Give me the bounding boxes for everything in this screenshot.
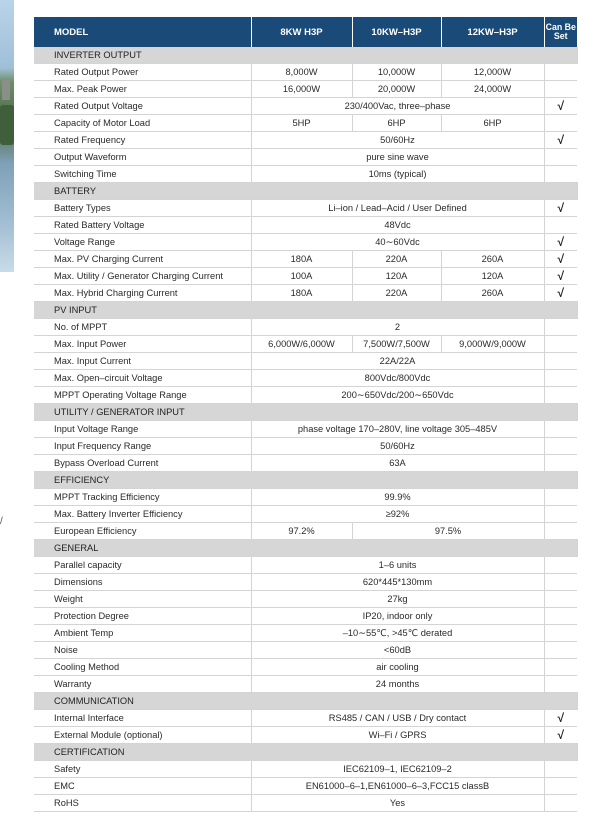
can-be-set-cell: [544, 557, 577, 574]
spec-value: 620*445*130mm: [251, 574, 544, 591]
spec-label: MPPT Operating Voltage Range: [34, 387, 251, 404]
spec-value: 97.5%: [352, 523, 544, 540]
section-row: [34, 404, 577, 421]
spec-value: 260A: [441, 251, 544, 268]
spec-value: 6,000W/6,000W: [251, 336, 352, 353]
section-title: INVERTER OUTPUT: [34, 47, 577, 64]
spec-value: RS485 / CAN / USB / Dry contact: [251, 710, 544, 727]
spec-label: Rated Output Voltage: [34, 98, 251, 115]
check-icon: √: [544, 251, 577, 268]
spec-value: EN61000–6–1,EN61000–6–3,FCC15 classB: [251, 778, 544, 795]
spec-label: Ambient Temp: [34, 625, 251, 642]
header-model: MODEL: [34, 17, 251, 47]
can-be-set-cell: [544, 455, 577, 472]
spec-row: [34, 591, 577, 608]
spec-row: [34, 387, 577, 404]
spec-value: 99.9%: [251, 489, 544, 506]
can-be-set-cell: [544, 489, 577, 506]
can-be-set-cell: [544, 81, 577, 98]
spec-row: [34, 64, 577, 81]
spec-value: Li–ion / Lead–Acid / User Defined: [251, 200, 544, 217]
spec-label: Max. Input Current: [34, 353, 251, 370]
header-row: [34, 17, 577, 47]
spec-value: –10∼55℃, >45℃ derated: [251, 625, 544, 642]
section-title: COMMUNICATION: [34, 693, 577, 710]
spec-label: MPPT Tracking Efficiency: [34, 489, 251, 506]
spec-label: Battery Types: [34, 200, 251, 217]
spec-row: [34, 438, 577, 455]
spec-row: [34, 421, 577, 438]
section-title: UTILITY / GENERATOR INPUT: [34, 404, 577, 421]
section-row: [34, 744, 577, 761]
spec-value: 6HP: [441, 115, 544, 132]
spec-value: 800Vdc/800Vdc: [251, 370, 544, 387]
spec-value: <60dB: [251, 642, 544, 659]
spec-row: [34, 149, 577, 166]
spec-value: 50/60Hz: [251, 438, 544, 455]
spec-value: 2: [251, 319, 544, 336]
section-row: [34, 472, 577, 489]
can-be-set-cell: [544, 115, 577, 132]
can-be-set-cell: [544, 336, 577, 353]
section-title: PV INPUT: [34, 302, 577, 319]
spec-label: Rated Output Power: [34, 64, 251, 81]
header-model-10kw: 10KW–H3P: [352, 17, 441, 47]
can-be-set-cell: [544, 217, 577, 234]
spec-row: [34, 676, 577, 693]
spec-label: Max. Open–circuit Voltage: [34, 370, 251, 387]
spec-label: Noise: [34, 642, 251, 659]
can-be-set-cell: [544, 353, 577, 370]
spec-row: [34, 98, 577, 115]
spec-label: Internal Interface: [34, 710, 251, 727]
spec-label: Cooling Method: [34, 659, 251, 676]
spec-value: 7,500W/7,500W: [352, 336, 441, 353]
spec-value: 97.2%: [251, 523, 352, 540]
section-row: [34, 302, 577, 319]
check-icon: √: [544, 268, 577, 285]
can-be-set-cell: [544, 387, 577, 404]
spec-label: Dimensions: [34, 574, 251, 591]
spec-value: 48Vdc: [251, 217, 544, 234]
spec-row: [34, 455, 577, 472]
spec-row: [34, 506, 577, 523]
spec-row: [34, 489, 577, 506]
spec-label: Voltage Range: [34, 234, 251, 251]
spec-value: phase voltage 170–280V, line voltage 305–485V: [251, 421, 544, 438]
section-title: EFFICIENCY: [34, 472, 577, 489]
can-be-set-cell: [544, 625, 577, 642]
spec-value: IEC62109–1, IEC62109–2: [251, 761, 544, 778]
spec-label: Bypass Overload Current: [34, 455, 251, 472]
can-be-set-cell: [544, 319, 577, 336]
spec-value: 22A/22A: [251, 353, 544, 370]
spec-value: Wi–Fi / GPRS: [251, 727, 544, 744]
spec-label: Parallel capacity: [34, 557, 251, 574]
spec-label: Max. Battery Inverter Efficiency: [34, 506, 251, 523]
spec-value: 230/400Vac, three–phase: [251, 98, 544, 115]
spec-row: [34, 81, 577, 98]
section-row: [34, 47, 577, 64]
spec-label: European Efficiency: [34, 523, 251, 540]
spec-row: [34, 761, 577, 778]
spec-value: 10,000W: [352, 64, 441, 81]
spec-row: [34, 370, 577, 387]
spec-row: [34, 523, 577, 540]
can-be-set-cell: [544, 761, 577, 778]
spec-value: 8,000W: [251, 64, 352, 81]
spec-label: No. of MPPT: [34, 319, 251, 336]
check-icon: √: [544, 285, 577, 302]
spec-label: External Module (optional): [34, 727, 251, 744]
spec-value: pure sine wave: [251, 149, 544, 166]
can-be-set-cell: [544, 574, 577, 591]
check-icon: √: [544, 727, 577, 744]
tree-image: [0, 105, 14, 145]
spec-row: [34, 659, 577, 676]
spec-label: Output Waveform: [34, 149, 251, 166]
spec-label: Protection Degree: [34, 608, 251, 625]
spec-label: Max. Hybrid Charging Current: [34, 285, 251, 302]
spec-label: Input Frequency Range: [34, 438, 251, 455]
spec-value: 16,000W: [251, 81, 352, 98]
spec-row: [34, 778, 577, 795]
building-image: [2, 80, 10, 100]
spec-row: [34, 200, 577, 217]
spec-value: 1–6 units: [251, 557, 544, 574]
can-be-set-cell: [544, 676, 577, 693]
spec-row: [34, 625, 577, 642]
spec-row: [34, 268, 577, 285]
can-be-set-cell: [544, 370, 577, 387]
spec-row: [34, 353, 577, 370]
spec-value: 24,000W: [441, 81, 544, 98]
can-be-set-cell: [544, 659, 577, 676]
spec-label: Weight: [34, 591, 251, 608]
spec-row: [34, 132, 577, 149]
spec-row: [34, 642, 577, 659]
spec-label: Max. Peak Power: [34, 81, 251, 98]
spec-value: 220A: [352, 285, 441, 302]
spec-value: 100A: [251, 268, 352, 285]
spec-value: 200∼650Vdc/200∼650Vdc: [251, 387, 544, 404]
check-icon: √: [544, 132, 577, 149]
spec-value: 6HP: [352, 115, 441, 132]
spec-label: Safety: [34, 761, 251, 778]
spec-value: air cooling: [251, 659, 544, 676]
spec-value: 120A: [352, 268, 441, 285]
section-title: GENERAL: [34, 540, 577, 557]
spec-label: Warranty: [34, 676, 251, 693]
header-can-be-set: Can Be Set: [544, 17, 577, 47]
spec-label: Rated Battery Voltage: [34, 217, 251, 234]
cover-photo-edge: [0, 0, 14, 272]
check-icon: √: [544, 234, 577, 251]
spec-value: 12,000W: [441, 64, 544, 81]
spec-body: [34, 47, 577, 812]
spec-row: [34, 608, 577, 625]
spec-label: EMC: [34, 778, 251, 795]
spec-row: [34, 319, 577, 336]
check-icon: √: [544, 710, 577, 727]
spec-value: 10ms (typical): [251, 166, 544, 183]
spec-label: Capacity of Motor Load: [34, 115, 251, 132]
spec-label: Max. Input Power: [34, 336, 251, 353]
spec-value: 120A: [441, 268, 544, 285]
section-row: [34, 183, 577, 200]
spec-row: [34, 234, 577, 251]
section-row: [34, 540, 577, 557]
header-model-8kw: 8KW H3P: [251, 17, 352, 47]
can-be-set-cell: [544, 778, 577, 795]
check-icon: √: [544, 98, 577, 115]
spec-row: [34, 251, 577, 268]
spec-value: ≥92%: [251, 506, 544, 523]
spec-row: [34, 795, 577, 812]
spec-row: [34, 727, 577, 744]
spec-row: [34, 285, 577, 302]
can-be-set-cell: [544, 149, 577, 166]
can-be-set-cell: [544, 438, 577, 455]
spec-row: [34, 115, 577, 132]
spec-label: Input Voltage Range: [34, 421, 251, 438]
can-be-set-cell: [544, 795, 577, 812]
section-title: BATTERY: [34, 183, 577, 200]
can-be-set-cell: [544, 64, 577, 81]
spec-value: 180A: [251, 251, 352, 268]
can-be-set-cell: [544, 523, 577, 540]
spec-row: [34, 166, 577, 183]
can-be-set-cell: [544, 642, 577, 659]
spec-value: Yes: [251, 795, 544, 812]
spec-value: 9,000W/9,000W: [441, 336, 544, 353]
spec-label: Switching Time: [34, 166, 251, 183]
spec-value: 260A: [441, 285, 544, 302]
spec-value: 50/60Hz: [251, 132, 544, 149]
spec-label: Max. Utility / Generator Charging Current: [34, 268, 251, 285]
spec-value: 40∼60Vdc: [251, 234, 544, 251]
spec-label: Max. PV Charging Current: [34, 251, 251, 268]
spec-table: [34, 17, 578, 812]
spec-row: [34, 217, 577, 234]
spec-row: [34, 336, 577, 353]
spec-value: 5HP: [251, 115, 352, 132]
check-icon: √: [544, 200, 577, 217]
section-row: [34, 693, 577, 710]
section-title: CERTIFICATION: [34, 744, 577, 761]
spec-value: IP20, indoor only: [251, 608, 544, 625]
spec-row: [34, 574, 577, 591]
spec-value: 220A: [352, 251, 441, 268]
can-be-set-cell: [544, 591, 577, 608]
spec-value: 180A: [251, 285, 352, 302]
spec-label: RoHS: [34, 795, 251, 812]
header-model-12kw: 12KW–H3P: [441, 17, 544, 47]
can-be-set-cell: [544, 608, 577, 625]
spec-row: [34, 710, 577, 727]
can-be-set-cell: [544, 421, 577, 438]
spec-row: [34, 557, 577, 574]
can-be-set-cell: [544, 506, 577, 523]
spec-label: Rated Frequency: [34, 132, 251, 149]
side-mark: /: [0, 516, 3, 527]
spec-value: 27kg: [251, 591, 544, 608]
spec-value: 24 months: [251, 676, 544, 693]
spec-value: 20,000W: [352, 81, 441, 98]
can-be-set-cell: [544, 166, 577, 183]
spec-value: 63A: [251, 455, 544, 472]
